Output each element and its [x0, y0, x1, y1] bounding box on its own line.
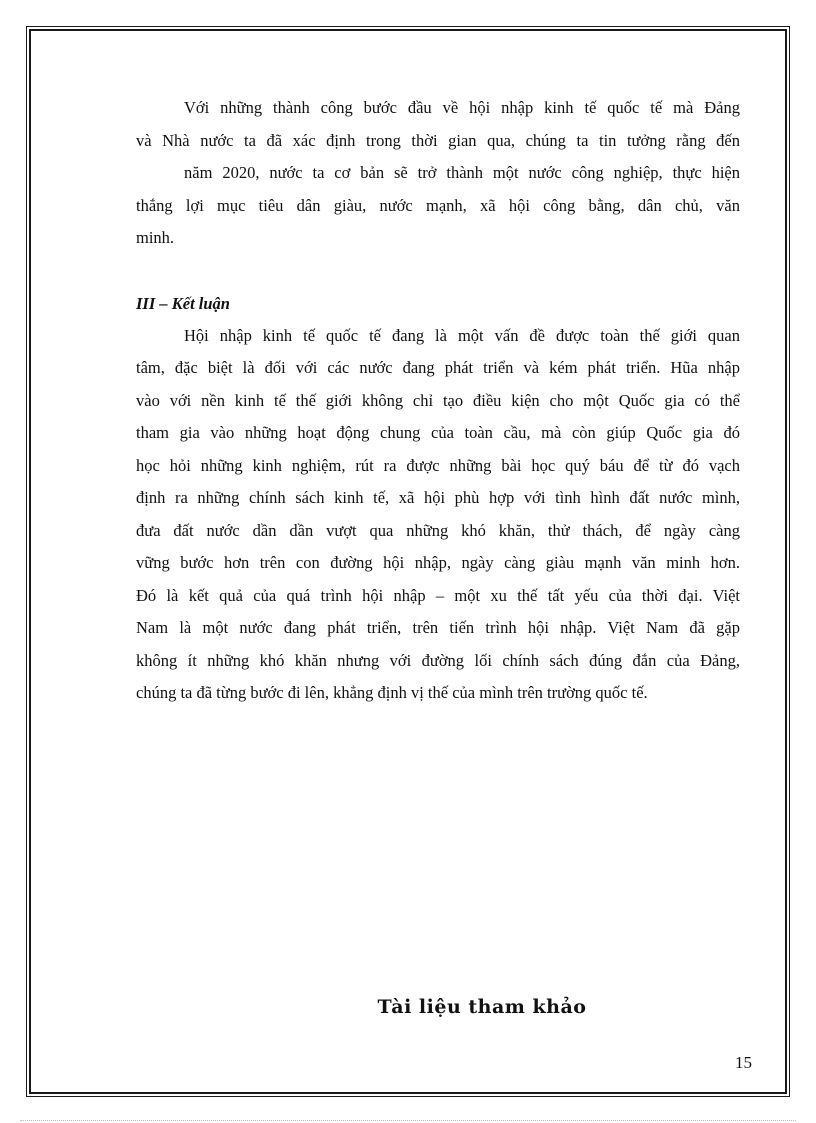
text-line: Hội nhập kinh tế quốc tế đang là một vấn đề được toàn thế giới quan — [184, 325, 740, 345]
text-line: thắng lợi mục tiêu dân giàu, nước mạnh, xã hội công bằng, dân chủ, văn — [136, 195, 740, 215]
text-line: Đó là kết quả của quá trình hội nhập – một xu thế tất yếu của thời đại. Việt — [136, 585, 740, 605]
text-line: không ít những khó khăn nhưng với đường lối chính sách đúng đắn của Đảng, — [136, 650, 740, 670]
paragraph-conclusion — [136, 320, 740, 710]
text-line: Nam là một nước đang phát triển, trên tiến trình hội nhập. Việt Nam đã gặp — [136, 618, 740, 637]
text-line: năm 2020, nước ta cơ bản sẽ trở thành một nước công nghiệp, thực hiện — [184, 163, 740, 182]
text-line: tham gia vào những hoạt động chung của toàn cầu, mà còn giúp Quốc gia đó — [136, 423, 740, 442]
text-line: vào với nền kinh tế thế giới không chỉ tạo điều kiện cho một Quốc gia có thể — [136, 390, 740, 410]
text-line: tâm, đặc biệt là đối với các nước đang phát triển và kém phát triển. Hũa nhập — [136, 358, 740, 377]
text-line: chúng ta đã từng bước đi lên, khẳng định vị thế của mình trên trường quốc tế. — [136, 683, 648, 702]
references-title: Tài liệu tham khảo — [377, 996, 587, 1018]
text-line: minh. — [136, 228, 175, 247]
text-line: học hỏi những kinh nghiệm, rút ra được những bài học quý báu để từ đó vạch — [136, 455, 740, 475]
paragraph-conclusion-intro — [136, 92, 740, 255]
page-separator — [20, 1120, 796, 1121]
text-line: Với những thành công bước đầu về hội nhập kinh tế quốc tế mà Đảng — [184, 98, 740, 117]
text-line: định ra những chính sách kinh tế, xã hội phù hợp với tình hình đất nước mình, — [136, 488, 740, 507]
text-line: và Nhà nước ta đã xác định trong thời gian qua, chúng ta tin tưởng rằng đến — [136, 130, 740, 150]
text-line: đưa đất nước dần dần vượt qua những khó khăn, thử thách, để ngày càng — [136, 520, 740, 540]
document-body — [136, 92, 740, 710]
text-line: vững bước hơn trên con đường hội nhập, ngày càng giàu mạnh văn minh hơn. — [136, 553, 740, 572]
section-heading: III – Kết luận — [136, 293, 230, 313]
page-number: 15 — [735, 1053, 752, 1072]
